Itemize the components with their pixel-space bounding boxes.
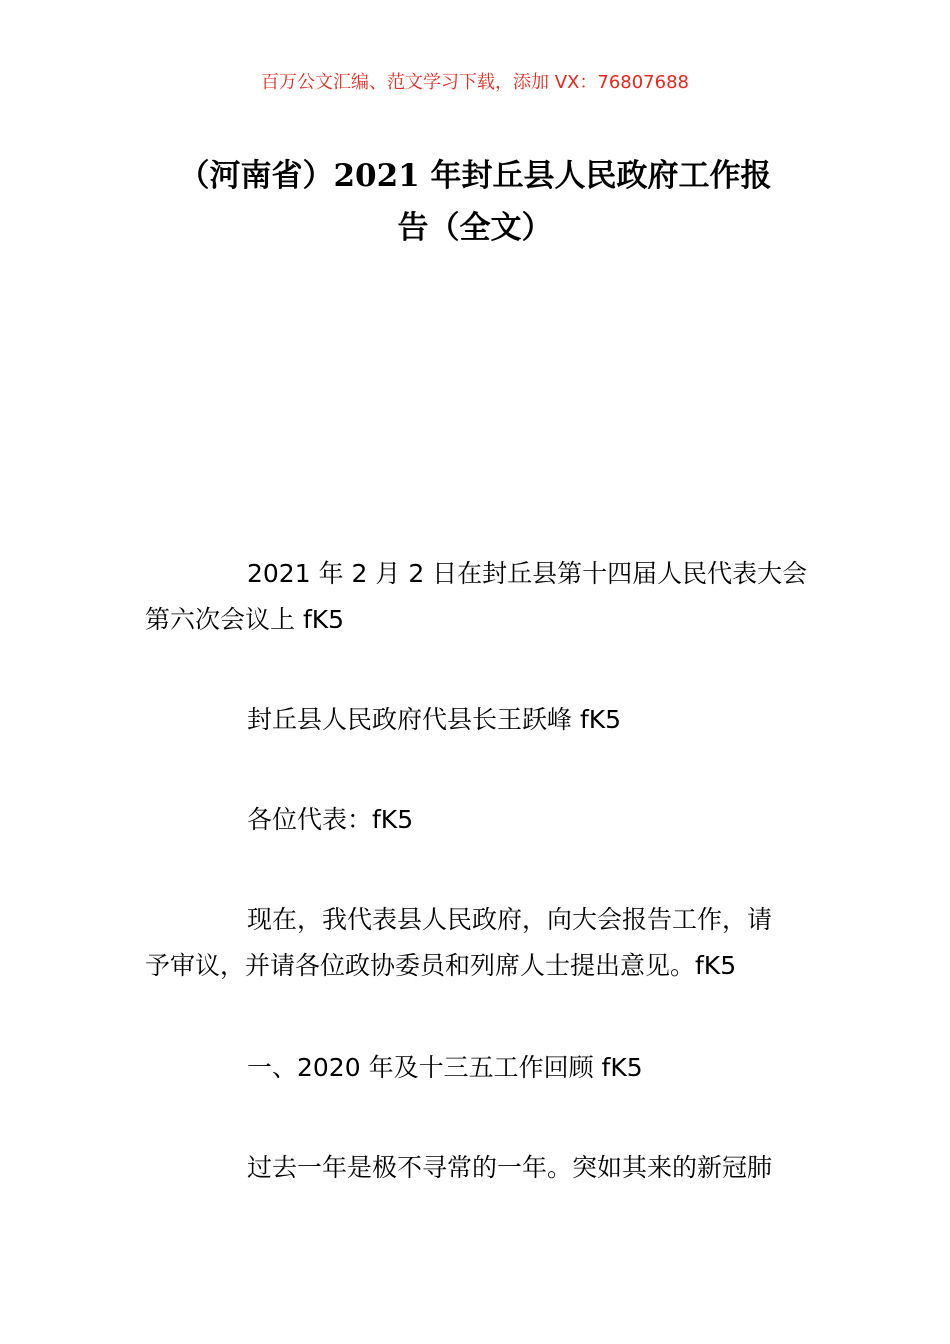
paragraph-session-info bbox=[145, 551, 810, 643]
paragraph-intro bbox=[145, 897, 810, 989]
header-note: 百万公文汇编、范文学习下载，添加 VX：76807688 bbox=[261, 72, 689, 93]
paragraph-speaker bbox=[145, 697, 810, 743]
paragraph-line: 第六次会议上 fK5 bbox=[145, 605, 345, 634]
paragraph-line: 予审议，并请各位政协委员和列席人士提出意见。fK5 bbox=[145, 951, 737, 980]
paragraph-line: 各位代表：fK5 bbox=[247, 805, 414, 834]
title-line-1: （河南省）2021 年封丘县人民政府工作报 bbox=[178, 158, 772, 194]
paragraph-line: 封丘县人民政府代县长王跃峰 fK5 bbox=[247, 705, 622, 734]
title-line-2: 告（全文） bbox=[397, 210, 553, 246]
document-title bbox=[130, 150, 820, 254]
paragraph-line: 现在，我代表县人民政府，向大会报告工作，请 bbox=[247, 905, 773, 934]
paragraph-line: 一、2020 年及十三五工作回顾 fK5 bbox=[247, 1053, 643, 1082]
paragraph-review bbox=[145, 1145, 810, 1191]
paragraph-salutation bbox=[145, 797, 810, 843]
paragraph-line: 2021 年 2 月 2 日在封丘县第十四届人民代表大会 bbox=[247, 559, 808, 588]
paragraph-line: 过去一年是极不寻常的一年。突如其来的新冠肺 bbox=[247, 1153, 773, 1182]
section-heading bbox=[145, 1045, 810, 1091]
